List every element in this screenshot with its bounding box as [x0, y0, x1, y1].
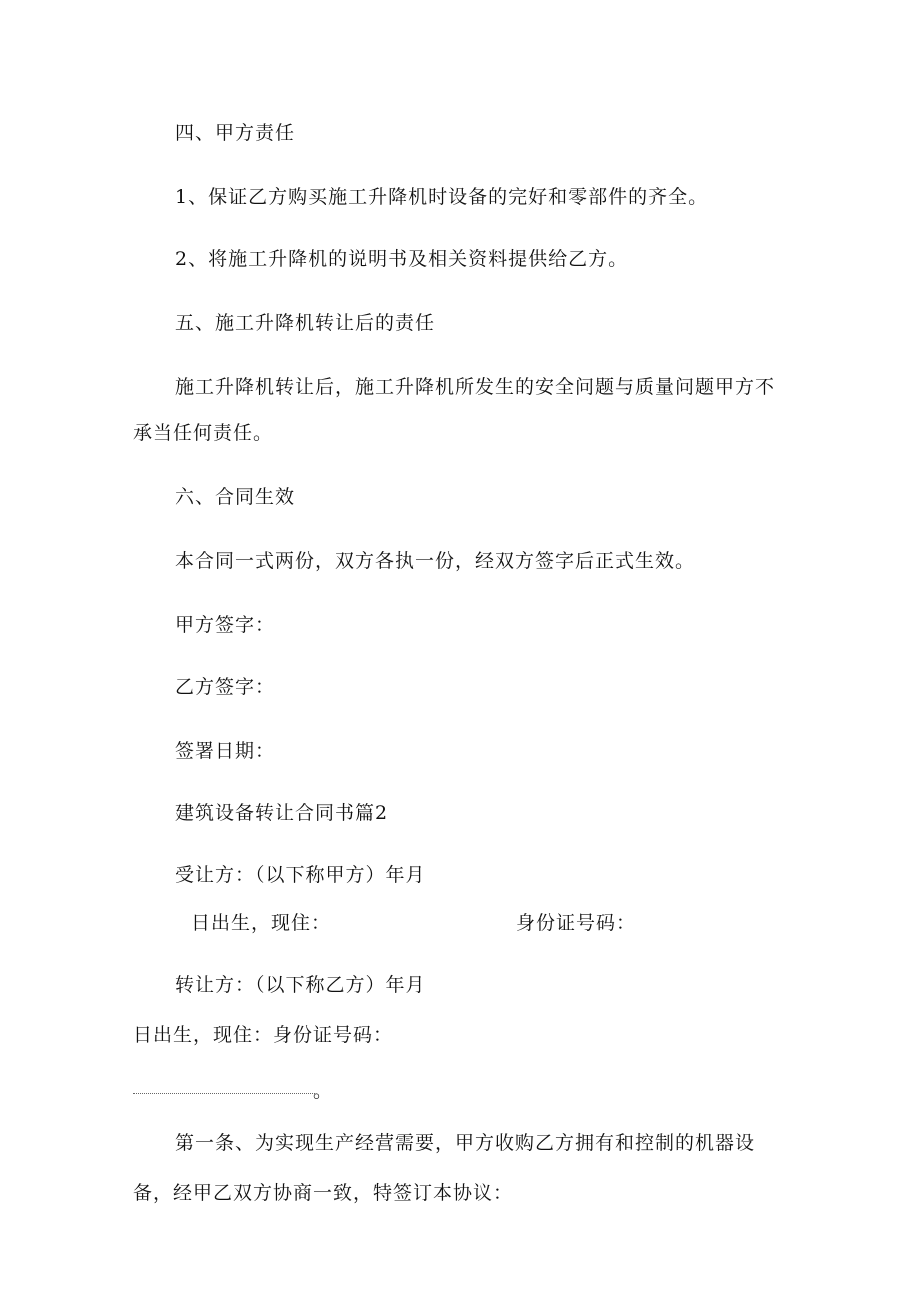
transferee-id-number-label: 身份证号码：	[516, 912, 637, 934]
section4-item-1: 1、保证乙方购买施工升降机时设备的完好和零部件的齐全。	[175, 186, 709, 208]
section5-heading: 五、施工升降机转让后的责任	[175, 312, 436, 334]
blank-fill-line	[133, 1093, 315, 1094]
blank-period: 。	[313, 1080, 333, 1102]
transferor-birth-address-id: 日出生，现住：身份证号码：	[133, 1024, 394, 1046]
transferee-birth-address: 日出生，现住：	[191, 912, 332, 934]
transferor-line: 转让方：（以下称乙方）年月	[175, 974, 426, 996]
signing-date-label: 签署日期：	[175, 740, 276, 762]
section6-paragraph: 本合同一式两份，双方各执一份，经双方签字后正式生效。	[175, 550, 696, 572]
transferee-line: 受让方：（以下称甲方）年月	[175, 864, 426, 886]
clause1-line1: 第一条、为实现生产经营需要，甲方收购乙方拥有和控制的机器设	[175, 1132, 756, 1154]
section5-paragraph-line1: 施工升降机转让后，施工升降机所发生的安全问题与质量问题甲方不	[175, 376, 776, 398]
section4-heading: 四、甲方责任	[175, 122, 296, 144]
clause1-line2: 备，经甲乙双方协商一致，特签订本协议：	[133, 1182, 514, 1204]
section4-item-2: 2、将施工升降机的说明书及相关资料提供给乙方。	[175, 248, 629, 270]
party-b-signature-label: 乙方签字：	[175, 676, 276, 698]
article2-title: 建筑设备转让合同书篇2	[175, 802, 389, 824]
party-a-signature-label: 甲方签字：	[175, 614, 276, 636]
section6-heading: 六、合同生效	[175, 486, 296, 508]
section5-paragraph-line2: 承当任何责任。	[133, 422, 274, 444]
